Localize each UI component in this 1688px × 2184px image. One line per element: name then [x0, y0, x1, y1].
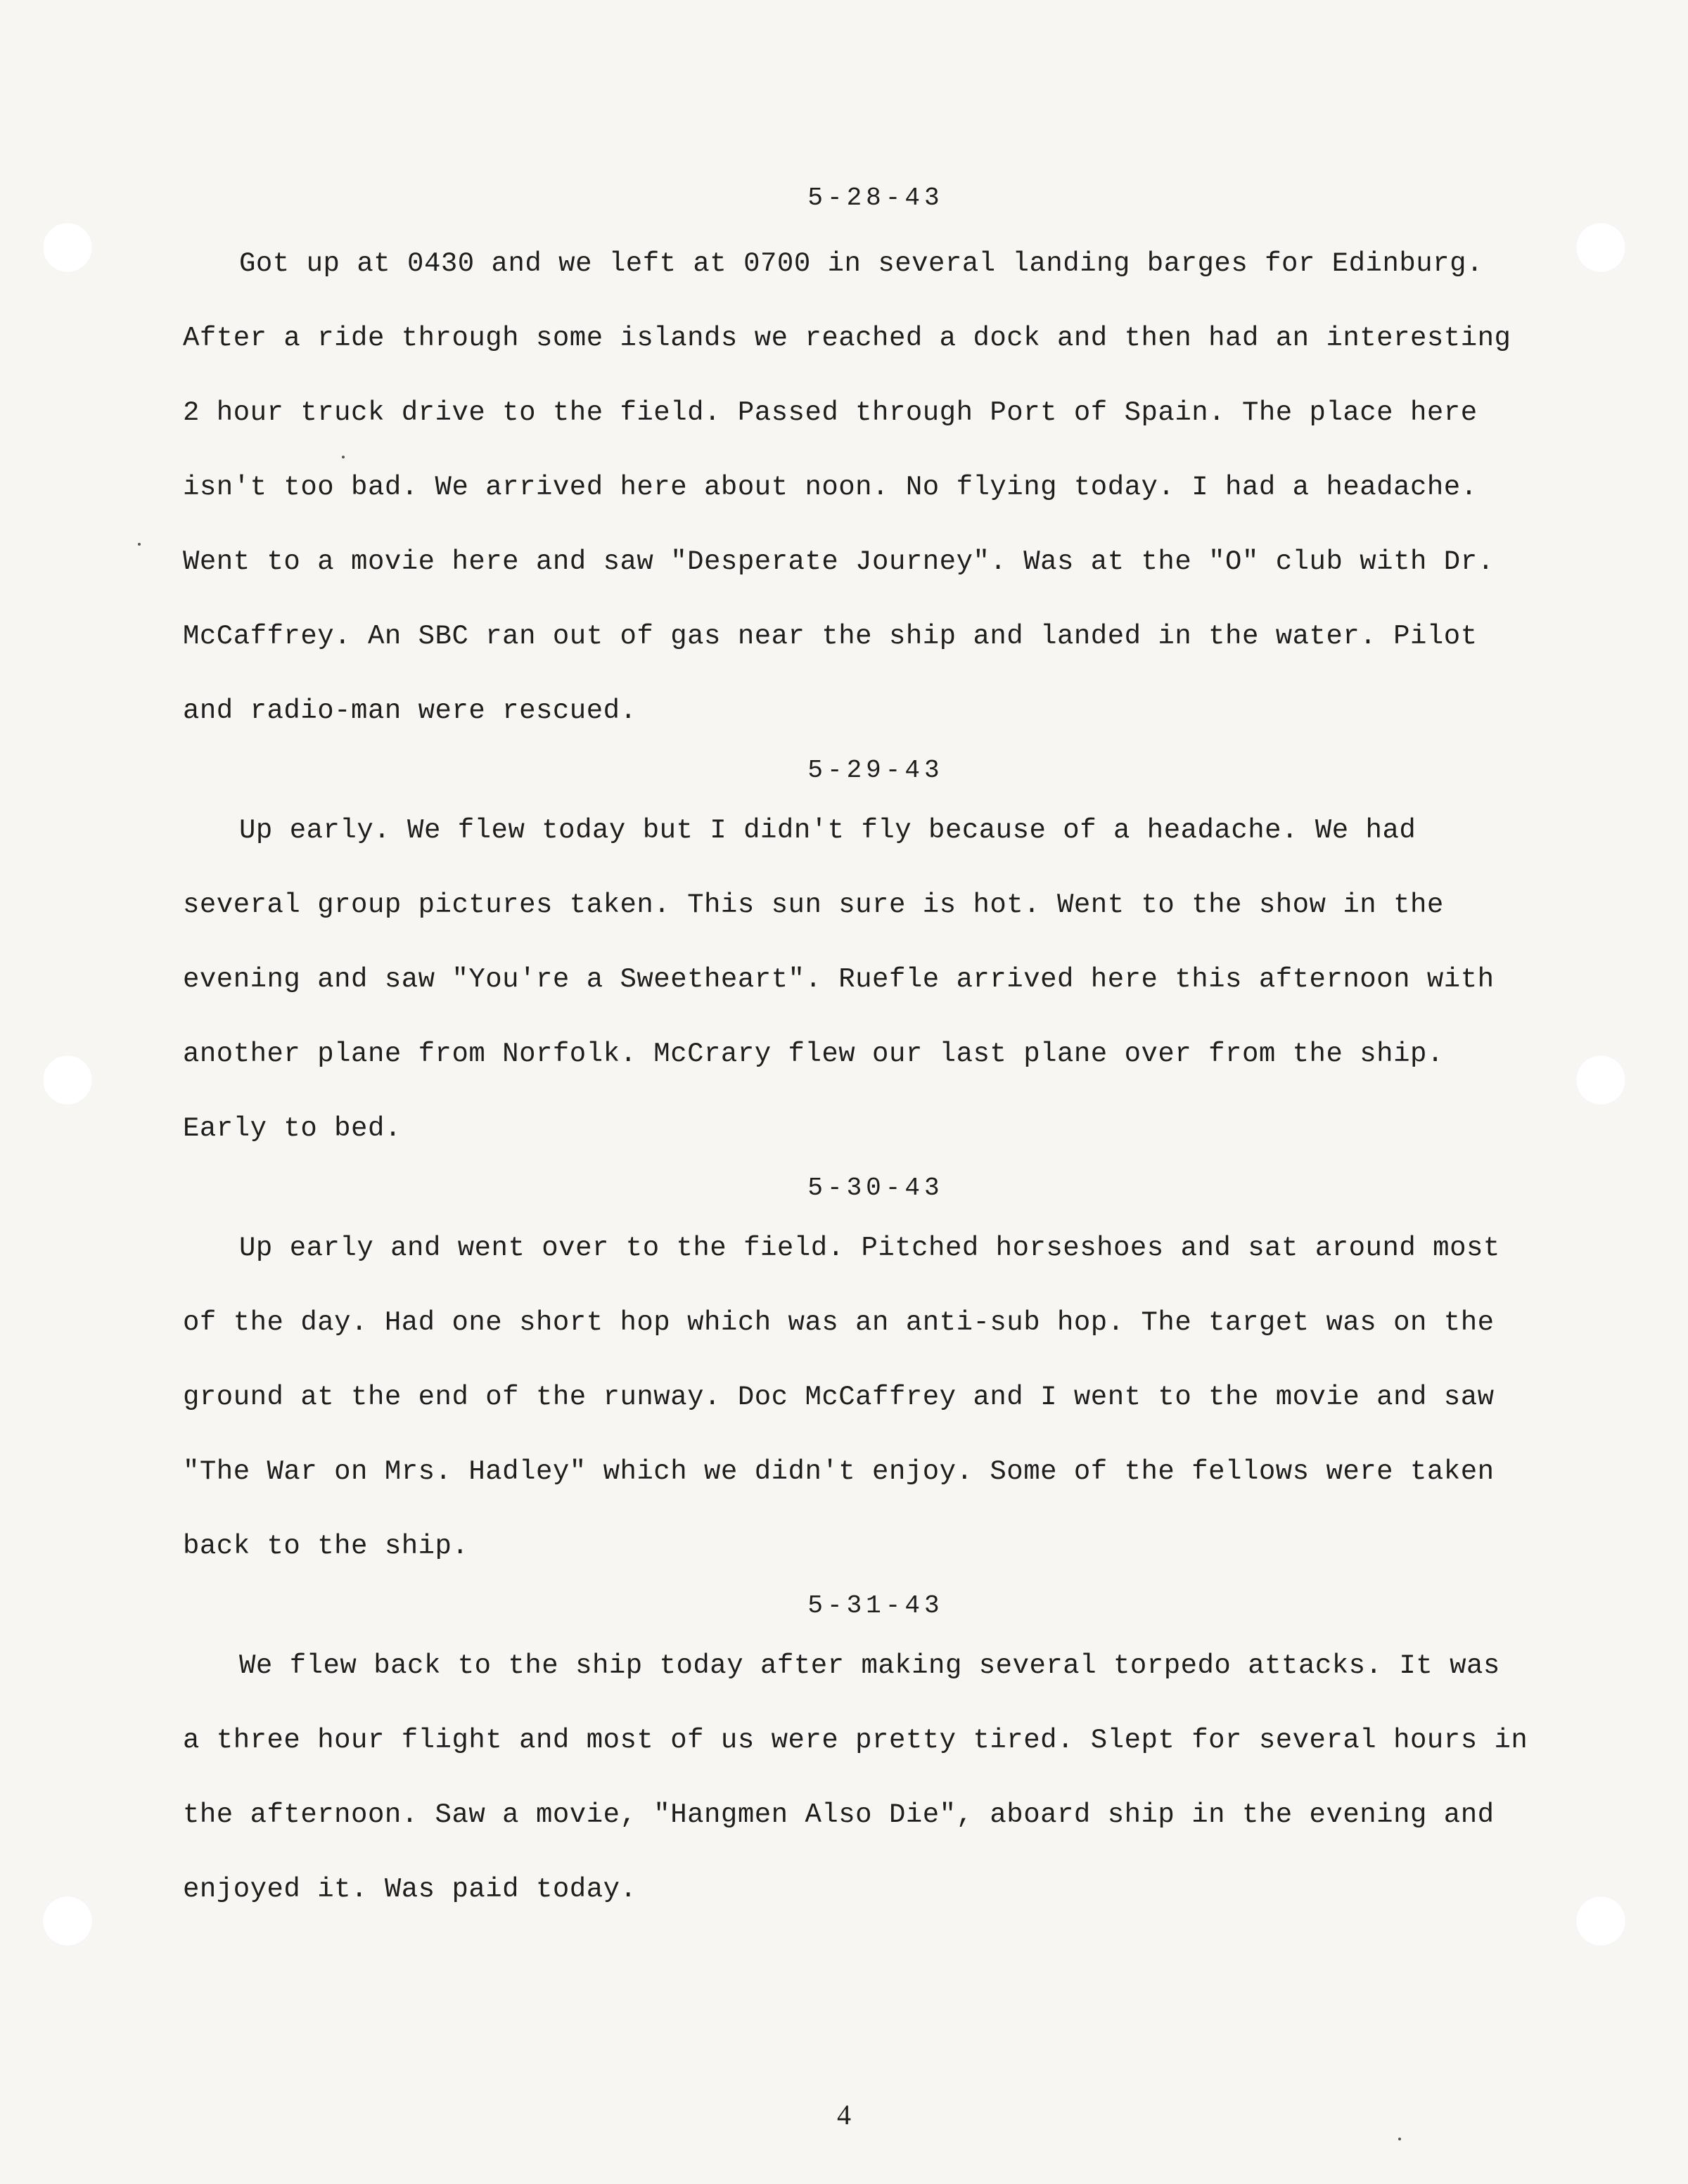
entry-text: Up early and went over to the field. Pitched horseshoes and sat around most of the day. Had one short hop which was an anti-sub hop. The target was on the ground at the end of the runway. Doc McCaffrey and I went to the movie and saw "The War on Mrs. Hadley" which we didn't enjoy. Some of the fellows were taken back to the ship. [183, 1233, 1500, 1562]
entry-text: We flew back to the ship today after making several torpedo attacks. It was a three hour flight and most of us were pretty tired. Slept for several hours in the afternoon. Saw a movie, "Hangmen Also Die", aboard ship in the evening and enjoyed it. Was paid today. [183, 1650, 1528, 1905]
binder-hole [1575, 222, 1626, 273]
page-number: 4 [837, 2099, 851, 2131]
entry-date: 5-30-43 [807, 1174, 944, 1202]
paper-speck [138, 543, 141, 546]
entry-text: Got up at 0430 and we left at 0700 in several landing barges for Edinburg. After a ride through some islands we reached a dock and then had an interesting 2 hour truck drive to the field. Passed through Port of Spain. The place here isn't too bad. We arrived here about noon. No flying today. I had a headache. Went to a movie here and saw "Desperate Journey". Was at the "O" club with Dr. McCaffrey. An SBC ran out of gas near the ship and landed in the water. Pilot and radio-man were rescued. [183, 248, 1511, 726]
entry-date: 5-29-43 [807, 756, 944, 785]
entry-date: 5-31-43 [807, 1591, 944, 1620]
binder-hole [42, 1055, 93, 1105]
binder-hole [1575, 1896, 1626, 1946]
binder-hole [42, 1896, 93, 1946]
diary-entry [169, 748, 1533, 1166]
entry-date: 5-28-43 [807, 184, 944, 212]
paper-speck [1398, 2138, 1401, 2140]
diary-entry [169, 1584, 1533, 1927]
diary-entry [169, 176, 1533, 748]
binder-hole [1575, 1055, 1626, 1105]
diary-entry [169, 1166, 1533, 1584]
entry-text: Up early. We flew today but I didn't fly because of a headache. We had several group pictures taken. This sun sure is hot. Went to the show in the evening and saw "You're a Sweetheart". Ruefle arrived here this afternoon with another plane from Norfolk. McCrary flew our last plane over from the ship. Early to bed. [183, 815, 1495, 1144]
diary-entries [169, 176, 1533, 1927]
binder-hole [42, 222, 93, 273]
